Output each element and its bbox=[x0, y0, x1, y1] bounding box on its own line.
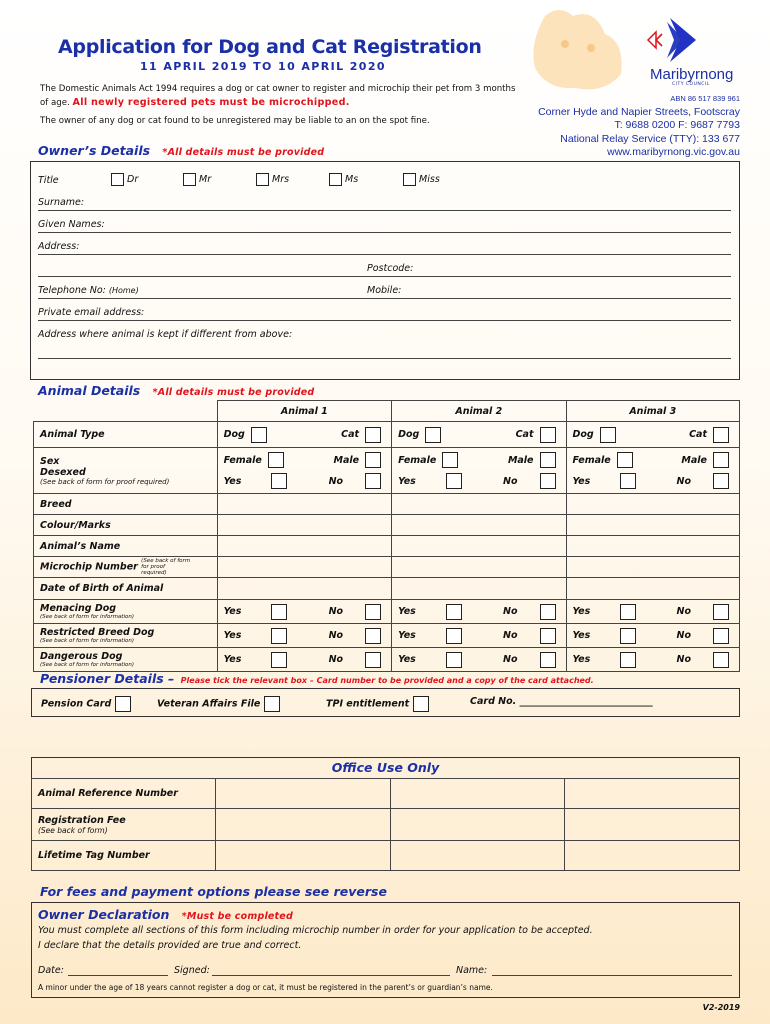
animal-2-restricted-no-checkbox[interactable] bbox=[540, 628, 556, 644]
animal-2-desexed-no-checkbox[interactable] bbox=[540, 473, 556, 489]
animal-1-sex bbox=[217, 448, 391, 494]
animal-table-corner bbox=[34, 401, 218, 422]
desexed-note: (See back of form for proof required) bbox=[40, 477, 170, 486]
no-label: No bbox=[676, 475, 691, 487]
animal-1-menacing-yes-checkbox[interactable] bbox=[271, 604, 287, 620]
animal-1-type bbox=[217, 422, 391, 448]
animal-3-menacing bbox=[566, 600, 739, 624]
email-field[interactable] bbox=[38, 320, 731, 321]
animal-1-menacing-no-checkbox[interactable] bbox=[365, 604, 381, 620]
animal-1-header: Animal 1 bbox=[217, 401, 391, 422]
council-relay: National Relay Service (TTY): 133 677 bbox=[560, 132, 740, 145]
office-use-heading: Office Use Only bbox=[331, 760, 440, 775]
council-contact bbox=[538, 92, 740, 160]
lifetime-tag-label: Lifetime Tag Number bbox=[32, 841, 216, 871]
animal-2-dob-field[interactable] bbox=[392, 578, 566, 600]
intro-fine-text: The owner of any dog or cat found to be unregistered may be liable to an on the spot fine. bbox=[40, 116, 430, 126]
pension-card-checkbox[interactable] bbox=[115, 696, 131, 712]
signature-field[interactable] bbox=[212, 975, 450, 976]
title-label: Title bbox=[38, 175, 59, 186]
registration-period: 11 APRIL 2019 TO 10 APRIL 2020 bbox=[140, 60, 386, 73]
animal-3-type bbox=[566, 422, 739, 448]
animal-2-restricted bbox=[392, 624, 566, 648]
animal-3-microchip-field[interactable] bbox=[566, 557, 739, 578]
declaration-line-1: You must complete all sections of this form including microchip number in order for your application to be accepted. bbox=[38, 925, 593, 936]
intro-text bbox=[40, 82, 520, 110]
telephone-label bbox=[38, 285, 139, 296]
kept-address-label: Address where animal is kept if different from above: bbox=[38, 329, 293, 340]
no-label: No bbox=[328, 475, 344, 487]
animal-1-dog-checkbox[interactable] bbox=[251, 427, 267, 443]
tpi-label: TPI entitlement bbox=[326, 698, 410, 710]
declaration-heading bbox=[38, 907, 293, 922]
dog-label: Dog bbox=[572, 429, 594, 440]
yes-label: Yes bbox=[223, 654, 242, 665]
no-label: No bbox=[503, 475, 518, 487]
tpi-entitlement[interactable] bbox=[326, 696, 429, 712]
animal-1-dangerous bbox=[217, 648, 391, 672]
yes-label: Yes bbox=[398, 606, 416, 617]
postcode-label: Postcode: bbox=[367, 263, 414, 274]
yes-label: Yes bbox=[398, 630, 416, 641]
animal-1-microchip-field[interactable] bbox=[217, 557, 391, 578]
pensioner-note: Please tick the relevant box – Card number to be provided and a copy of the card attached. bbox=[180, 676, 594, 685]
cat-label: Cat bbox=[689, 429, 707, 440]
title-dr[interactable] bbox=[111, 173, 138, 186]
council-phone: T: 9688 0200 F: 9687 7793 bbox=[614, 119, 740, 131]
dangerous-dog-text: Dangerous Dog bbox=[40, 651, 123, 662]
declaration-heading-text: Owner Declaration bbox=[38, 907, 170, 922]
animal-heading-text: Animal Details bbox=[38, 383, 141, 398]
animal-3-dangerous bbox=[566, 648, 739, 672]
animal-type-label: Animal Type bbox=[34, 422, 218, 448]
animal-ref-label: Animal Reference Number bbox=[32, 779, 216, 809]
animal-1-dob-field[interactable] bbox=[217, 578, 391, 600]
title-mrs-checkbox[interactable] bbox=[256, 173, 269, 186]
kept-address-field[interactable] bbox=[38, 358, 731, 359]
signed-label: Signed: bbox=[174, 965, 210, 976]
pensioner-heading bbox=[40, 671, 594, 686]
animal-2-breed-field[interactable] bbox=[392, 494, 566, 515]
owner-details-box bbox=[30, 161, 740, 380]
restricted-breed-label bbox=[34, 624, 218, 648]
menacing-dog-label bbox=[34, 600, 218, 624]
animal-1-restricted bbox=[217, 624, 391, 648]
yes-label: Yes bbox=[572, 630, 591, 641]
animal-3-cat-checkbox[interactable] bbox=[713, 427, 729, 443]
animal-3-colour-field[interactable] bbox=[566, 515, 739, 536]
given-names-label: Given Names: bbox=[38, 219, 105, 230]
minor-notice: A minor under the age of 18 years cannot register a dog or cat, it must be registered in the parent’s or guardian’s name. bbox=[38, 983, 493, 992]
pensioner-box bbox=[31, 688, 740, 717]
animal-3-female-checkbox[interactable] bbox=[617, 452, 633, 468]
title-dr-label: Dr bbox=[127, 174, 139, 185]
animal-2-male-checkbox[interactable] bbox=[540, 452, 556, 468]
dog-label: Dog bbox=[223, 429, 245, 440]
tpi-checkbox[interactable] bbox=[413, 696, 429, 712]
page-title: Application for Dog and Cat Registration bbox=[58, 36, 482, 58]
animal-2-cat-checkbox[interactable] bbox=[540, 427, 556, 443]
office-fee-2 bbox=[390, 809, 565, 841]
telephone-field[interactable] bbox=[38, 298, 731, 299]
animal-1-dangerous-no-checkbox[interactable] bbox=[365, 652, 381, 668]
cat-label: Cat bbox=[515, 429, 534, 440]
dog-label: Dog bbox=[398, 429, 420, 440]
animal-heading-note: *All details must be provided bbox=[152, 387, 315, 398]
animal-2-dangerous-yes-checkbox[interactable] bbox=[446, 652, 462, 668]
animal-name-label: Animal’s Name bbox=[34, 536, 218, 557]
yes-label: Yes bbox=[223, 475, 242, 487]
mobile-label: Mobile: bbox=[367, 285, 402, 296]
animal-2-header: Animal 2 bbox=[392, 401, 566, 422]
council-chevron-icon bbox=[648, 16, 710, 64]
office-fee-1 bbox=[215, 809, 390, 841]
title-mrs-label: Mrs bbox=[272, 174, 290, 185]
animal-3-sex bbox=[566, 448, 739, 494]
animal-1-desexed-no-checkbox[interactable] bbox=[365, 473, 381, 489]
date-label: Date: bbox=[38, 965, 64, 976]
info-note: (See back of form for information) bbox=[40, 614, 134, 620]
registration-fee-text: Registration Fee bbox=[38, 814, 126, 826]
no-label: No bbox=[328, 606, 344, 617]
animal-1-male-checkbox[interactable] bbox=[365, 452, 381, 468]
animal-3-menacing-no-checkbox[interactable] bbox=[713, 604, 729, 620]
office-fee-3 bbox=[565, 809, 740, 841]
declaration-box bbox=[31, 902, 740, 998]
animal-3-desexed-no-checkbox[interactable] bbox=[713, 473, 729, 489]
title-miss-checkbox[interactable] bbox=[403, 173, 416, 186]
animal-3-dangerous-yes-checkbox[interactable] bbox=[620, 652, 636, 668]
dangerous-dog-label bbox=[34, 648, 218, 672]
animal-2-name-field[interactable] bbox=[392, 536, 566, 557]
no-label: No bbox=[328, 630, 344, 641]
no-label: No bbox=[676, 654, 691, 665]
title-mr-label: Mr bbox=[199, 174, 212, 185]
animal-1-name-field[interactable] bbox=[217, 536, 391, 557]
sex-desexed-label bbox=[34, 448, 218, 494]
telephone-home-label: (Home) bbox=[108, 286, 139, 295]
male-label: Male bbox=[681, 454, 707, 466]
owner-heading-text: Owner’s Details bbox=[38, 143, 151, 158]
pet-silhouette bbox=[525, 4, 635, 92]
address-line-2-field[interactable] bbox=[38, 276, 731, 277]
given-names-field[interactable] bbox=[38, 232, 731, 233]
animal-3-header: Animal 3 bbox=[566, 401, 739, 422]
name-field[interactable] bbox=[492, 975, 732, 976]
animal-3-restricted-no-checkbox[interactable] bbox=[713, 628, 729, 644]
animal-1-cat-checkbox[interactable] bbox=[365, 427, 381, 443]
no-label: No bbox=[676, 630, 691, 641]
council-logo-text: Maribyrnong bbox=[650, 66, 734, 83]
version-label: V2-2019 bbox=[702, 1003, 740, 1012]
yes-label: Yes bbox=[398, 654, 416, 665]
office-tag-3 bbox=[565, 841, 740, 871]
animal-3-dob-field[interactable] bbox=[566, 578, 739, 600]
animal-3-dog-checkbox[interactable] bbox=[600, 427, 616, 443]
animal-2-female-checkbox[interactable] bbox=[442, 452, 458, 468]
breed-label: Breed bbox=[34, 494, 218, 515]
title-mr-checkbox[interactable] bbox=[183, 173, 196, 186]
yes-label: Yes bbox=[223, 606, 242, 617]
pension-card-label: Pension Card bbox=[41, 698, 112, 710]
restricted-breed-text: Restricted Breed Dog bbox=[40, 627, 155, 638]
no-label: No bbox=[328, 654, 344, 665]
animal-1-colour-field[interactable] bbox=[217, 515, 391, 536]
animal-2-dog-checkbox[interactable] bbox=[425, 427, 441, 443]
address-label: Address: bbox=[38, 241, 80, 252]
title-miss[interactable] bbox=[403, 173, 440, 186]
yes-label: Yes bbox=[572, 606, 591, 617]
animal-2-menacing-no-checkbox[interactable] bbox=[540, 604, 556, 620]
animal-3-name-field[interactable] bbox=[566, 536, 739, 557]
yes-label: Yes bbox=[223, 630, 242, 641]
owner-details-heading bbox=[38, 143, 324, 158]
microchip-note: (See back of form for proof required) bbox=[141, 558, 191, 576]
office-tag-2 bbox=[390, 841, 565, 871]
female-label: Female bbox=[572, 454, 611, 466]
veteran-affairs-label: Veteran Affairs File bbox=[157, 698, 261, 710]
office-use-header-box bbox=[31, 757, 740, 779]
animal-2-dangerous bbox=[392, 648, 566, 672]
animal-2-menacing bbox=[392, 600, 566, 624]
info-note: (See back of form for information) bbox=[40, 638, 134, 644]
animal-2-restricted-yes-checkbox[interactable] bbox=[446, 628, 462, 644]
office-tag-1 bbox=[215, 841, 390, 871]
abn: ABN 86 517 839 961 bbox=[670, 94, 740, 103]
animal-3-desexed-yes-checkbox[interactable] bbox=[620, 473, 636, 489]
no-label: No bbox=[503, 606, 518, 617]
pensioner-heading-text: Pensioner Details – bbox=[40, 671, 175, 686]
title-ms-label: Ms bbox=[345, 174, 359, 185]
menacing-dog-text: Menacing Dog bbox=[40, 603, 117, 614]
animal-details-heading bbox=[38, 383, 314, 398]
intro-plain: The Domestic Animals Act 1994 requires a dog or cat owner to register and microchip their pet from 3 months of age. bbox=[40, 84, 516, 108]
colour-label: Colour/Marks bbox=[34, 515, 218, 536]
animal-1-breed-field[interactable] bbox=[217, 494, 391, 515]
veteran-affairs-checkbox[interactable] bbox=[264, 696, 280, 712]
name-label: Name: bbox=[456, 965, 488, 976]
registration-fee-note: (See back of form) bbox=[38, 825, 108, 835]
animal-1-menacing bbox=[217, 600, 391, 624]
title-miss-label: Miss bbox=[419, 174, 440, 185]
veteran-affairs[interactable] bbox=[157, 696, 280, 712]
dob-label: Date of Birth of Animal bbox=[34, 578, 218, 600]
no-label: No bbox=[503, 630, 518, 641]
cat-label: Cat bbox=[341, 429, 360, 440]
intro-warning: All newly registered pets must be microchipped. bbox=[72, 97, 350, 108]
animal-3-menacing-yes-checkbox[interactable] bbox=[620, 604, 636, 620]
office-use-table bbox=[31, 778, 740, 871]
title-mrs[interactable] bbox=[256, 173, 289, 186]
surname-label: Surname: bbox=[38, 197, 85, 208]
animal-1-restricted-yes-checkbox[interactable] bbox=[271, 628, 287, 644]
office-ref-1 bbox=[215, 779, 390, 809]
animal-3-restricted bbox=[566, 624, 739, 648]
declaration-note: *Must be completed bbox=[181, 911, 293, 922]
address-field[interactable] bbox=[38, 254, 731, 255]
female-label: Female bbox=[398, 454, 437, 466]
animal-2-microchip-field[interactable] bbox=[392, 557, 566, 578]
declaration-line-2: I declare that the details provided are true and correct. bbox=[38, 940, 302, 951]
date-field[interactable] bbox=[68, 975, 168, 976]
desexed-label: Desexed bbox=[40, 466, 86, 478]
microchip-label-text: Microchip Number bbox=[40, 561, 138, 573]
info-note: (See back of form for information) bbox=[40, 662, 134, 668]
animal-2-type bbox=[392, 422, 566, 448]
council-website[interactable]: www.maribyrnong.vic.gov.au bbox=[607, 146, 740, 158]
council-address: Corner Hyde and Napier Streets, Footscray bbox=[538, 105, 740, 118]
office-ref-2 bbox=[390, 779, 565, 809]
yes-label: Yes bbox=[398, 475, 416, 487]
title-ms[interactable] bbox=[329, 173, 358, 186]
animal-3-male-checkbox[interactable] bbox=[713, 452, 729, 468]
fees-note: For fees and payment options please see reverse bbox=[40, 884, 387, 899]
animal-3-breed-field[interactable] bbox=[566, 494, 739, 515]
council-logo-subtext: CITY COUNCIL bbox=[672, 82, 710, 87]
pension-card[interactable] bbox=[41, 696, 131, 712]
animal-2-colour-field[interactable] bbox=[392, 515, 566, 536]
office-ref-3 bbox=[565, 779, 740, 809]
animal-2-menacing-yes-checkbox[interactable] bbox=[446, 604, 462, 620]
sex-label: Sex bbox=[40, 455, 60, 467]
animal-2-dangerous-no-checkbox[interactable] bbox=[540, 652, 556, 668]
title-mr[interactable] bbox=[183, 173, 211, 186]
animal-3-dangerous-no-checkbox[interactable] bbox=[713, 652, 729, 668]
animal-2-desexed-yes-checkbox[interactable] bbox=[446, 473, 462, 489]
registration-fee-label bbox=[32, 809, 216, 841]
title-dr-checkbox[interactable] bbox=[111, 173, 124, 186]
male-label: Male bbox=[333, 454, 360, 466]
owner-heading-note: *All details must be provided bbox=[162, 147, 325, 158]
yes-label: Yes bbox=[572, 475, 591, 487]
title-ms-checkbox[interactable] bbox=[329, 173, 342, 186]
card-number-field[interactable]: Card No. ____________________________ bbox=[470, 696, 653, 707]
no-label: No bbox=[503, 654, 518, 665]
surname-field[interactable] bbox=[38, 210, 731, 211]
female-label: Female bbox=[223, 454, 262, 466]
microchip-label bbox=[34, 557, 218, 578]
animal-1-dangerous-yes-checkbox[interactable] bbox=[271, 652, 287, 668]
animal-3-restricted-yes-checkbox[interactable] bbox=[620, 628, 636, 644]
animal-1-desexed-yes-checkbox[interactable] bbox=[271, 473, 287, 489]
yes-label: Yes bbox=[572, 654, 591, 665]
no-label: No bbox=[676, 606, 691, 617]
animal-2-sex bbox=[392, 448, 566, 494]
animal-details-table bbox=[33, 400, 740, 672]
male-label: Male bbox=[507, 454, 534, 466]
telephone-label-text: Telephone No: bbox=[38, 285, 106, 296]
email-label: Private email address: bbox=[38, 307, 145, 318]
animal-1-restricted-no-checkbox[interactable] bbox=[365, 628, 381, 644]
animal-1-female-checkbox[interactable] bbox=[268, 452, 284, 468]
